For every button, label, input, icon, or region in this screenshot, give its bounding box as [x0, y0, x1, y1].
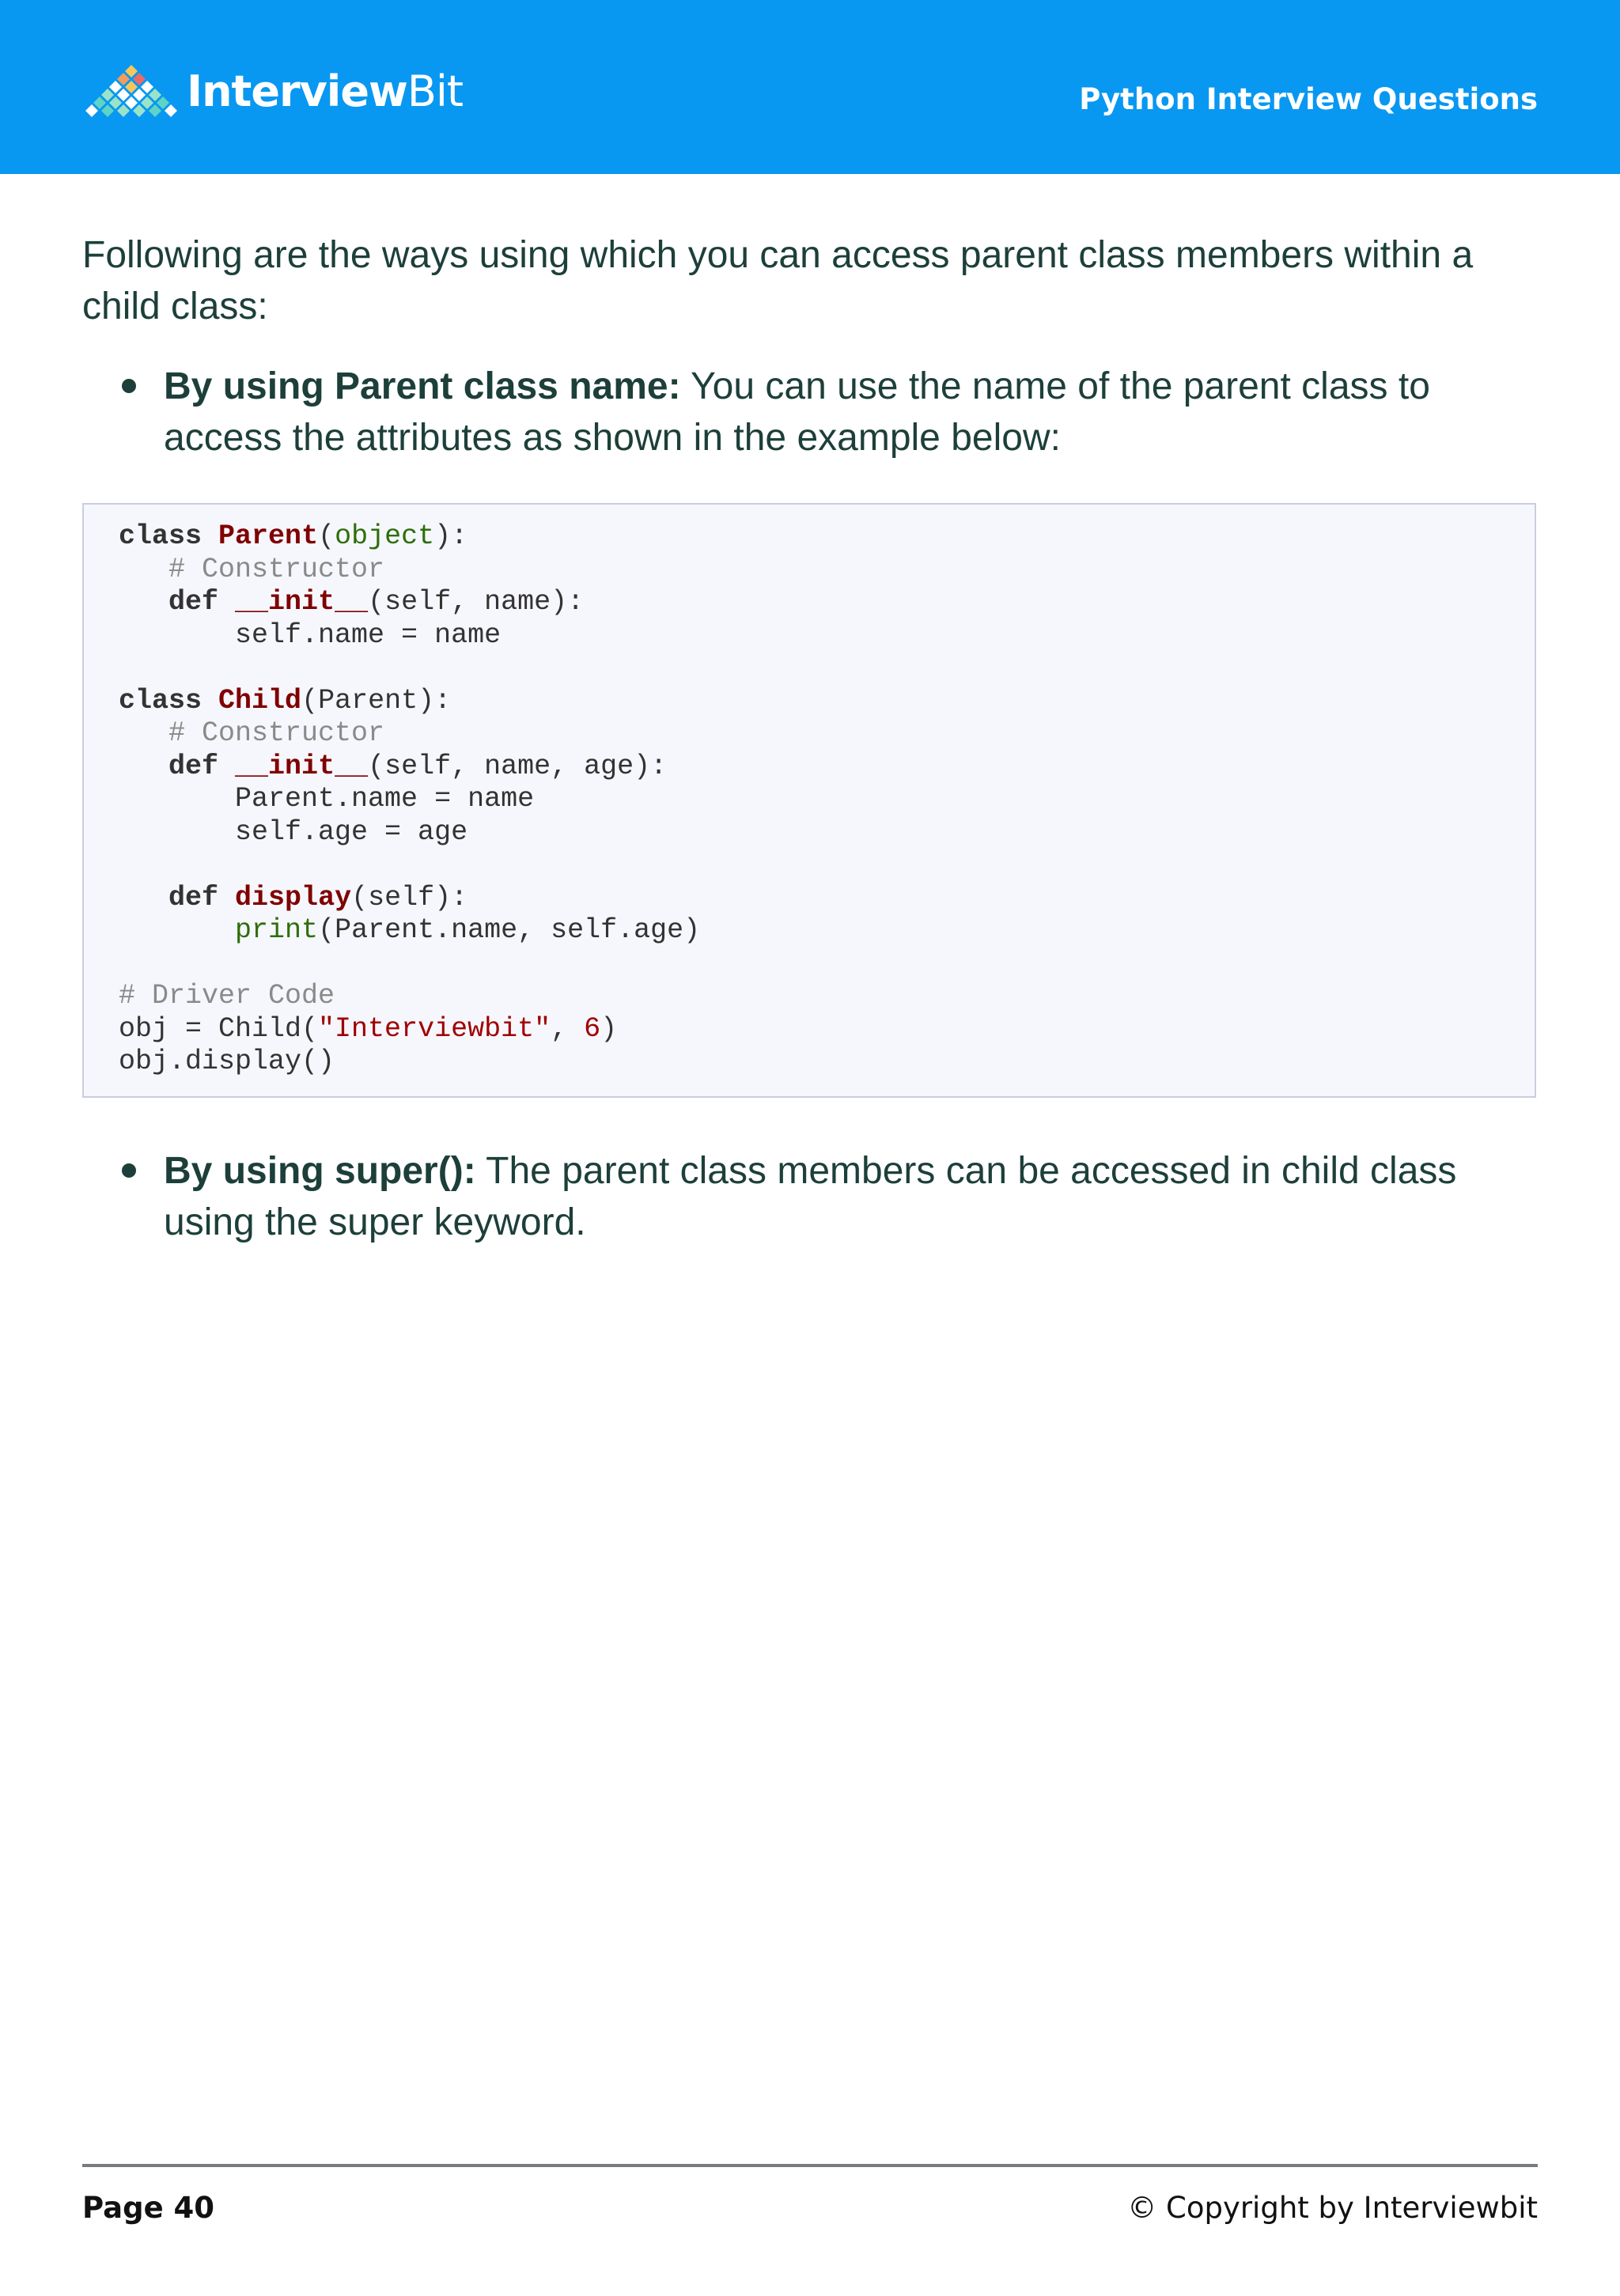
code-line: def __init__(self, name, age): [168, 750, 668, 782]
bullet-text: The parent class members can be accessed in child class using the super keyword. [164, 1150, 1457, 1243]
code-line: class Parent(object): [119, 520, 468, 552]
page-content [82, 229, 1538, 1248]
footer-divider [82, 2164, 1538, 2167]
page-header [0, 0, 1620, 174]
copyright-notice: © Copyright by Interviewbit [1127, 2191, 1538, 2225]
code-line: print(Parent.name, self.age) [235, 914, 701, 946]
code-line: # Constructor [168, 717, 385, 749]
code-line: def display(self): [168, 881, 468, 913]
bullet-item-super [82, 1145, 1538, 1248]
code-line: self.age = age [119, 815, 468, 848]
intro-paragraph: Following are the ways using which you can access parent class members within a child class: [82, 234, 1474, 327]
interviewbit-logo [82, 63, 463, 120]
page-number: Page 40 [82, 2191, 215, 2225]
bullet-text: You can use the name of the parent class to access the attributes as shown in the example below: [164, 365, 1430, 459]
code-listing [119, 520, 1535, 1079]
bullet-dot [122, 379, 136, 393]
code-line: obj = Child("Interviewbit", 6) [119, 1012, 618, 1045]
code-block [82, 503, 1536, 1098]
code-line: Parent.name = name [119, 783, 535, 815]
bullet-lead: By using Parent class name: [164, 365, 681, 407]
document-title: Python Interview Questions [1079, 82, 1538, 116]
logo-wordmark: InterviewBit [187, 66, 464, 116]
logo-diamond-icon [82, 63, 180, 120]
code-line: # Constructor [168, 553, 385, 585]
code-line: obj.display() [119, 1046, 335, 1077]
code-line: class Child(Parent): [119, 684, 452, 717]
bullet-lead: By using super(): [164, 1150, 476, 1192]
code-line: # Driver Code [119, 980, 335, 1012]
bullet-dot [122, 1163, 136, 1178]
bullet-item-parent-class-name [82, 361, 1538, 463]
code-line: def __init__(self, name): [168, 586, 585, 618]
code-line: self.name = name [119, 618, 502, 651]
